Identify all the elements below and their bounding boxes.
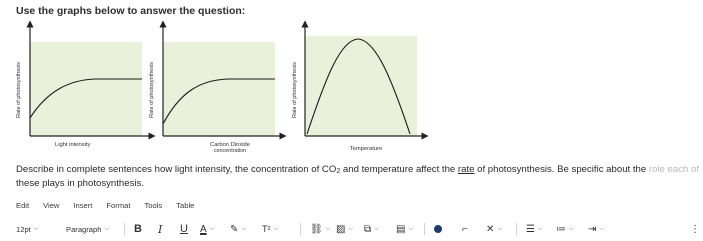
superscript-icon: T² — [262, 224, 271, 234]
chevron-down-icon: ⌵ — [33, 225, 39, 232]
indent-icon: ⇥ — [588, 223, 597, 235]
image-icon: ▨ — [336, 223, 346, 235]
link-button[interactable] — [310, 220, 330, 238]
graph-co2-concentration — [149, 24, 283, 154]
highlight-color-button[interactable] — [230, 220, 246, 238]
graph-3-background — [305, 36, 417, 136]
menu-edit[interactable]: Edit — [16, 201, 30, 210]
chevron-down-icon: ⌵ — [374, 225, 379, 232]
toolbar-divider — [124, 223, 125, 235]
chevron-down-icon: ⌵ — [497, 225, 502, 232]
text-color-icon: A — [200, 223, 207, 235]
question-description — [16, 163, 700, 191]
graph-light-intensity — [16, 24, 152, 148]
graph-temperature — [292, 24, 425, 152]
chevron-down-icon: ⌵ — [241, 225, 246, 232]
question-prompt: Use the graphs below to answer the question: — [16, 5, 246, 17]
chevron-down-icon: ⌵ — [273, 225, 279, 232]
graph-2-xlabel-line2: concentration — [213, 148, 247, 154]
description-line-1 — [16, 163, 700, 177]
menu-insert[interactable]: Insert — [73, 201, 93, 210]
list-button[interactable] — [556, 220, 574, 238]
embed-button[interactable] — [364, 220, 379, 238]
indent-button[interactable] — [588, 220, 604, 238]
toolbar-divider — [516, 223, 517, 235]
co2-subscript: 2 — [336, 168, 341, 175]
chevron-down-icon: ⌵ — [569, 225, 574, 232]
font-size-select[interactable] — [16, 220, 38, 238]
font-size-value: 12pt — [16, 224, 31, 234]
chevron-down-icon: ⌵ — [209, 225, 215, 232]
document-icon: ▤ — [396, 223, 406, 235]
graph-3-xlabel: Temperature — [349, 146, 383, 152]
graph-2-background — [163, 42, 275, 136]
highlighter-icon: ✎ — [230, 223, 239, 235]
menu-view[interactable]: View — [43, 201, 60, 210]
chevron-down-icon: ⌵ — [325, 225, 331, 232]
apps-icon: ⌐ — [462, 223, 468, 235]
bold-button[interactable]: B — [134, 223, 142, 235]
description-text-faded: role each of — [648, 164, 700, 175]
record-icon — [434, 225, 442, 233]
description-text-2: and temperature affect the — [340, 164, 458, 175]
description-line-2: these plays in photosynthesis. — [16, 178, 144, 189]
graph-2-ylabel: Rate of photosynthesis — [149, 62, 155, 118]
editor-toolbar — [0, 217, 703, 241]
toolbar-divider — [424, 223, 425, 235]
menu-format[interactable]: Format — [106, 201, 131, 210]
superscript-button[interactable] — [262, 220, 278, 238]
more-vertical-icon: ⋮ — [690, 223, 700, 235]
graph-1-ylabel: Rate of photosynthesis — [16, 62, 22, 118]
image-button[interactable] — [336, 220, 353, 238]
chevron-down-icon: ⌵ — [599, 225, 604, 232]
italic-button[interactable]: I — [158, 222, 163, 236]
editor-menubar — [16, 201, 194, 210]
rate-word: rate — [457, 164, 475, 175]
chevron-down-icon: ⌵ — [348, 225, 354, 232]
underline-button[interactable]: U — [180, 223, 188, 235]
toolbar-divider — [300, 223, 301, 235]
chevron-down-icon: ⌵ — [408, 225, 414, 232]
menu-table[interactable]: Table — [176, 201, 195, 210]
align-button[interactable] — [526, 220, 543, 238]
chevron-down-icon: ⌵ — [537, 225, 543, 232]
menu-tools[interactable]: Tools — [144, 201, 163, 210]
graph-1-background — [30, 42, 142, 136]
block-format-select[interactable] — [66, 220, 109, 238]
graph-1-xlabel: Light intensity — [55, 142, 91, 148]
chevron-down-icon: ⌵ — [104, 225, 110, 232]
apps-button[interactable] — [462, 220, 468, 238]
description-text-3: of photosynthesis. Be specific about the — [474, 164, 649, 175]
list-icon: ≔ — [556, 223, 566, 235]
graph-3-ylabel: Rate of photosynthesis — [292, 62, 298, 118]
more-options-button[interactable] — [690, 220, 700, 238]
text-color-button[interactable] — [200, 220, 214, 238]
link-icon: ⛓ — [310, 223, 323, 235]
description-text-1: Describe in complete sentences how light intensity, the concentration of CO — [16, 164, 337, 175]
graph-2-xlabel: Carbon Dioxide — [210, 142, 250, 148]
clear-format-button[interactable] — [486, 220, 502, 238]
embed-icon: ⧉ — [364, 223, 372, 235]
record-button[interactable] — [434, 220, 442, 238]
document-button[interactable] — [396, 220, 413, 238]
align-left-icon: ☰ — [526, 223, 535, 235]
block-format-value: Paragraph — [66, 224, 102, 234]
clear-format-icon: ✕ — [486, 223, 495, 235]
